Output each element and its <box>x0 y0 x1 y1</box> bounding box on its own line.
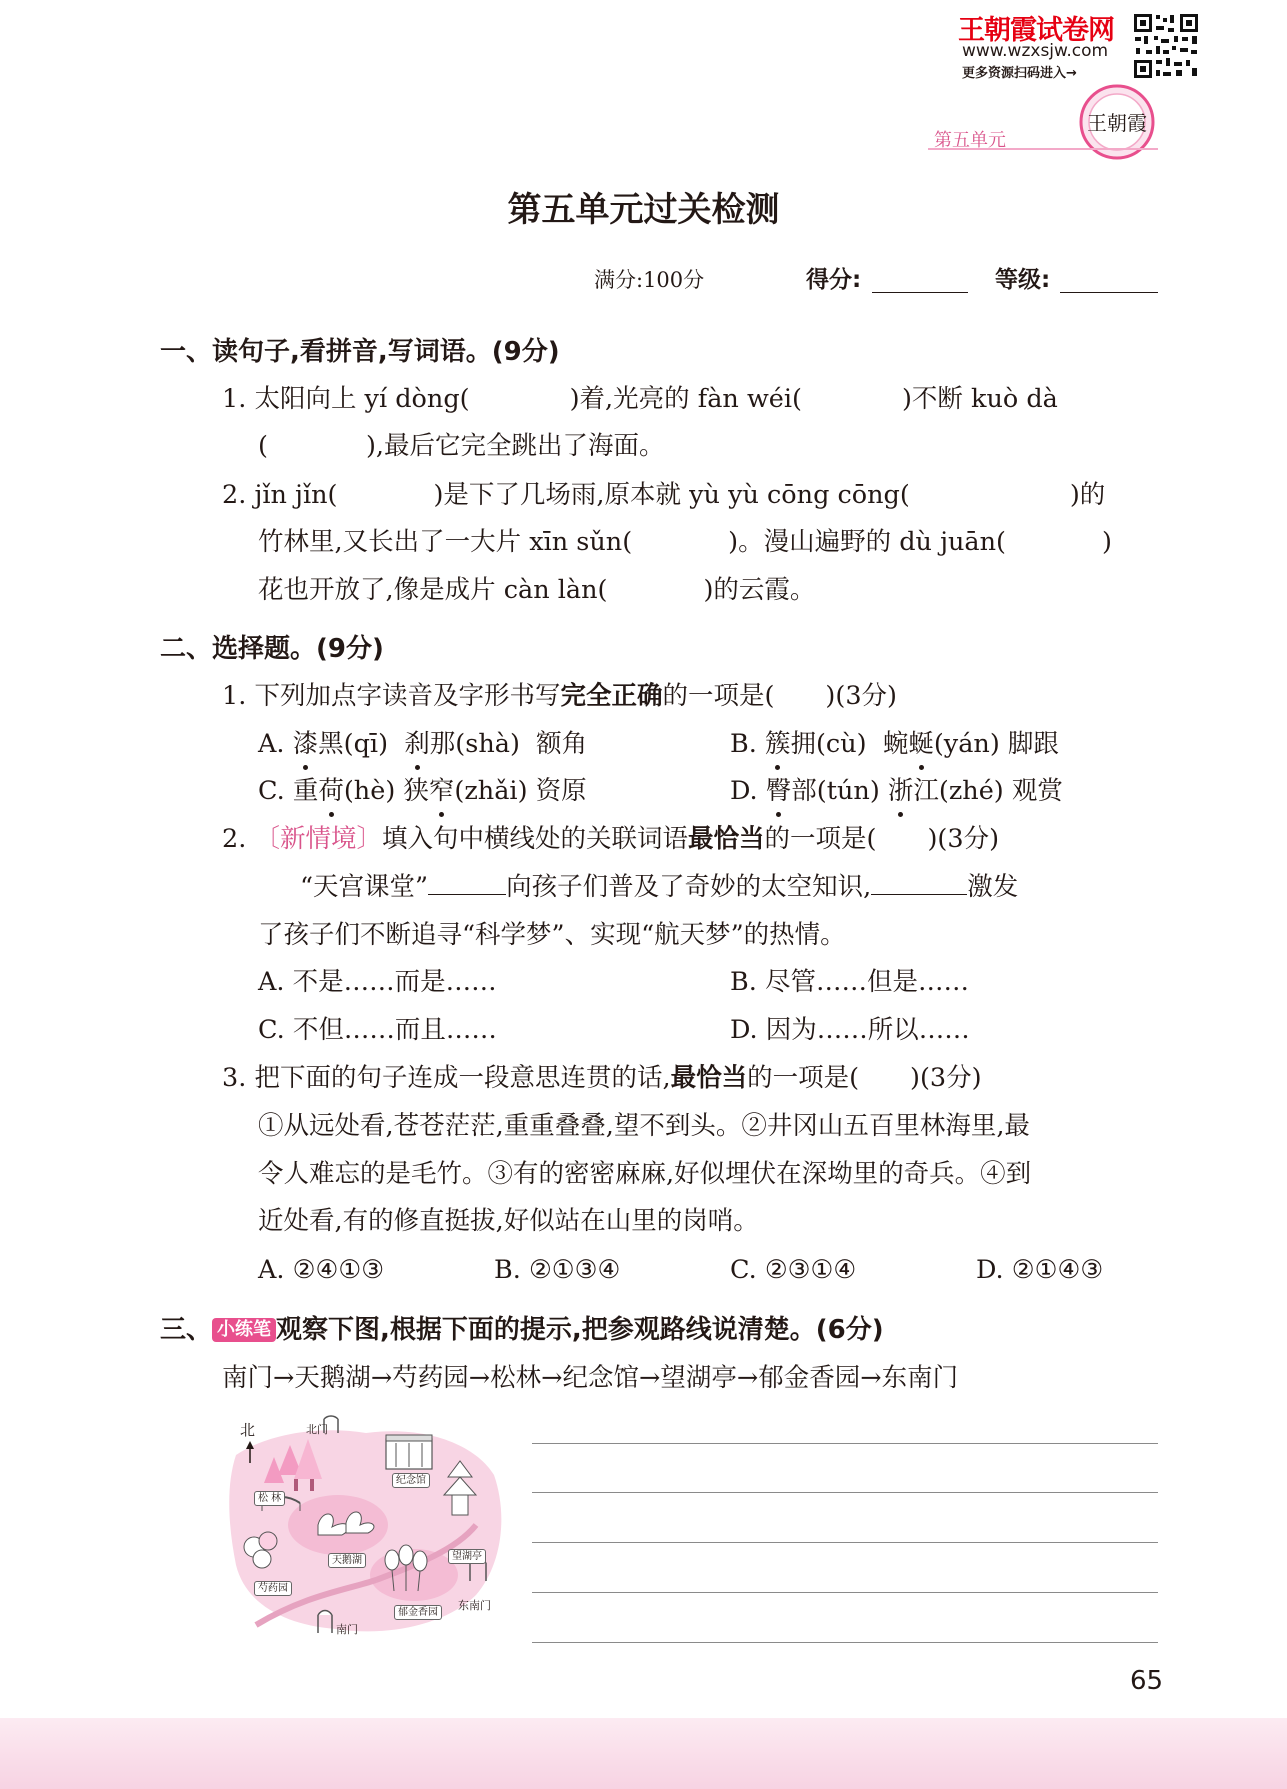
s2-q1-option-b[interactable]: B. 簇拥(cù) 蜿蜒(yán) 脚跟 <box>730 726 1059 762</box>
s2-q2-stem: 2. 〔新情境〕填入句中横线处的关联词语最恰当的一项是( )(3分) <box>222 824 1000 854</box>
pavilion-label: 望湖亭 <box>448 1549 486 1564</box>
s2-q1-stem: 1. 下列加点字读音及字形书写完全正确的一项是( )(3分) <box>222 681 898 711</box>
route-hint: 南门→天鹅湖→芍药园→松林→纪念馆→望湖亭→郁金香园→东南门 <box>222 1363 959 1393</box>
s2-q3-option-a[interactable]: A. ②④①③ <box>258 1255 385 1285</box>
pine-forest-label: 松 林 <box>254 1491 285 1506</box>
answer-line[interactable] <box>532 1492 1158 1493</box>
qr-code-icon[interactable] <box>1132 12 1200 80</box>
s2-q2-option-c[interactable]: C. 不但……而且…… <box>258 1015 497 1045</box>
section3-heading: 三、 小练笔 观察下图,根据下面的提示,把参观路线说清楚。(6分) <box>160 1315 884 1345</box>
s1-q1-line2: ( ),最后它完全跳出了海面。 <box>258 431 665 461</box>
s1-q2-line1: 2. jǐn jǐn( )是下了几场雨,原本就 yù yù cōng cōng( )的 <box>222 480 1106 510</box>
page-number: 65 <box>1130 1666 1164 1696</box>
s2-q2-option-a[interactable]: A. 不是……而是…… <box>258 967 497 997</box>
question-number: 1. <box>222 384 247 414</box>
south-gate-label: 南门 <box>336 1623 358 1636</box>
grade-label: 等级: <box>995 267 1051 293</box>
s2-q3-option-c[interactable]: C. ②③①④ <box>730 1255 857 1285</box>
seal-text: 王朝霞 <box>1087 111 1147 135</box>
southeast-gate-label: 东南门 <box>458 1599 491 1612</box>
tulip-garden-label: 郁金香园 <box>394 1605 442 1620</box>
s2-q3-option-b[interactable]: B. ②①③④ <box>494 1255 621 1285</box>
answer-line[interactable] <box>532 1443 1158 1444</box>
practice-badge: 小练笔 <box>212 1318 276 1342</box>
question-number: 1. <box>222 681 247 711</box>
question-number: 3. <box>222 1063 247 1093</box>
s1-q1-line1: 1. 太阳向上 yí dòng( )着,光亮的 fàn wéi( )不断 kuò dà <box>222 384 1058 414</box>
section1-heading: 一、读句子,看拼音,写词语。(9分) <box>160 337 560 367</box>
s2-q1-option-c[interactable]: C. 重荷(hè) 狭窄(zhǎi) 资原 <box>258 773 587 809</box>
full-score: 满分:100分 <box>594 268 705 292</box>
peony-garden-label: 芍药园 <box>254 1581 292 1596</box>
scan-hint: 更多资源扫码进入→ <box>962 66 1077 81</box>
footer-band <box>0 1718 1287 1789</box>
unit-tab: 第五单元 <box>934 130 1006 151</box>
north-label: 北 <box>240 1421 256 1439</box>
page-title: 第五单元过关检测 <box>507 190 780 230</box>
s2-q2-option-d[interactable]: D. 因为……所以…… <box>730 1015 970 1045</box>
s2-q1-option-d[interactable]: D. 臀部(tún) 浙江(zhé) 观赏 <box>730 773 1063 809</box>
memorial-label: 纪念馆 <box>392 1473 430 1488</box>
new-context-tag: 〔新情境〕 <box>254 824 382 854</box>
s2-q3-option-d[interactable]: D. ②①④③ <box>976 1255 1104 1285</box>
question-number: 2. <box>222 480 247 510</box>
s2-q1-option-a[interactable]: A. 漆黑(qī) 刹那(shà) 额角 <box>258 726 587 762</box>
s1-q2-line3: 花也开放了,像是成片 càn làn( )的云霞。 <box>258 575 816 605</box>
swan-lake-label: 天鹅湖 <box>328 1553 366 1568</box>
score-field[interactable] <box>872 292 968 293</box>
park-map <box>226 1415 512 1640</box>
question-number: 2. <box>222 824 247 854</box>
blank-2[interactable] <box>871 870 967 895</box>
answer-line[interactable] <box>532 1592 1158 1593</box>
s1-q2-line2: 竹林里,又长出了一大片 xīn sǔn( )。漫山遍野的 dù juān( ) <box>258 527 1112 557</box>
s2-q3-text-line2: 令人难忘的是毛竹。③有的密密麻麻,好似埋伏在深坳里的奇兵。④到 <box>258 1159 1032 1189</box>
s2-q3-stem: 3. 把下面的句子连成一段意思连贯的话,最恰当的一项是( )(3分) <box>222 1063 982 1093</box>
s2-q2-option-b[interactable]: B. 尽管……但是…… <box>730 967 969 997</box>
section2-heading: 二、选择题。(9分) <box>160 634 384 664</box>
blank-1[interactable] <box>428 870 506 895</box>
answer-line[interactable] <box>532 1542 1158 1543</box>
s2-q3-text-line3: 近处看,有的修直挺拔,好似站在山里的岗哨。 <box>258 1206 759 1236</box>
north-gate-label: 北门 <box>306 1423 328 1436</box>
grade-field[interactable] <box>1060 292 1158 293</box>
score-label: 得分: <box>806 267 862 293</box>
s2-q2-sentence-line1: “天宫课堂” 向孩子们普及了奇妙的太空知识, 激发 <box>300 872 1019 902</box>
s2-q2-sentence-line2: 了孩子们不断追寻“科学梦”、实现“航天梦”的热情。 <box>258 920 846 950</box>
answer-line[interactable] <box>532 1642 1158 1643</box>
s2-q3-text-line1: ①从远处看,苍苍茫茫,重重叠叠,望不到头。②井冈山五百里林海里,最 <box>258 1111 1030 1141</box>
brand-url: www.wzxsjw.com <box>962 41 1109 61</box>
brand-title: 王朝霞试卷网 <box>958 15 1114 46</box>
